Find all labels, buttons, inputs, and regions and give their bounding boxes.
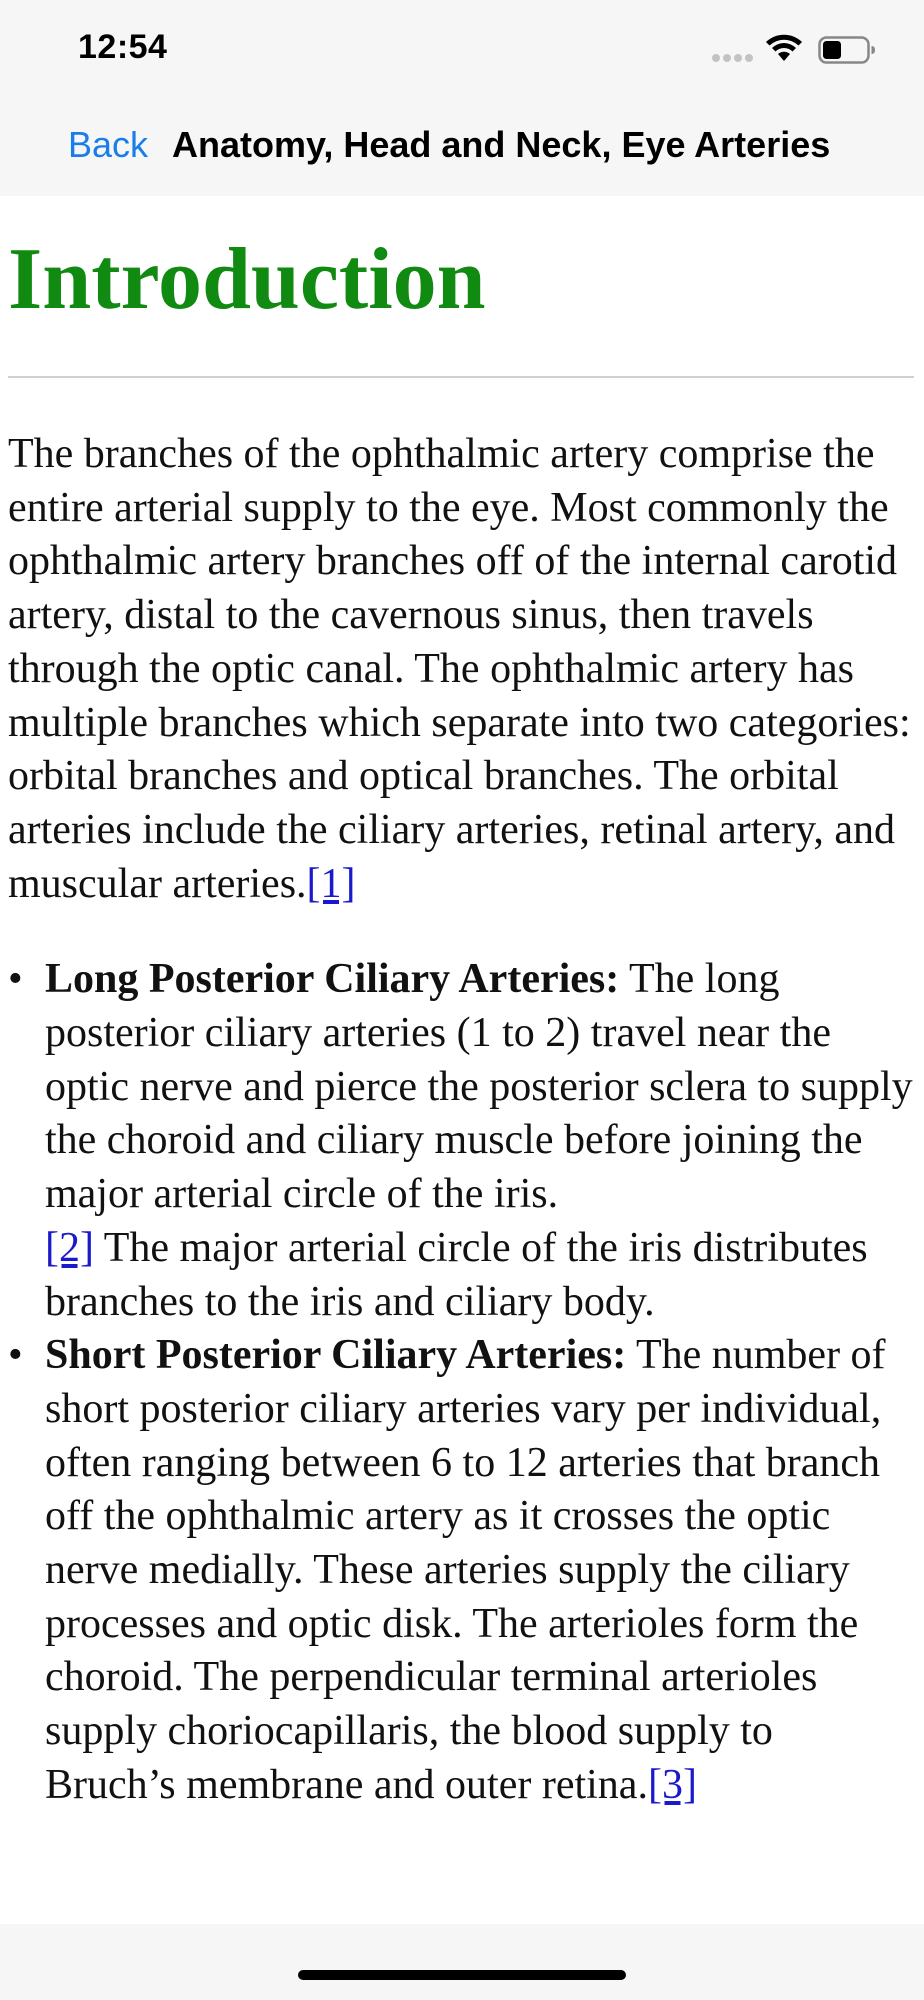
status-bar — [0, 0, 924, 98]
list-item-text: The number of short posterior ciliary arteries vary per individual, often ranging between 6 to 12 arteries that branch off the ophthalmic artery as it crosses the optic nerve medially. These arteries supply the ciliary processes and optic disk. The arterioles form the choroid. The perpendicular terminal arterioles supply choriocapillaris, the blood supply to Bruch’s membrane and outer retina. — [45, 1332, 886, 1808]
reference-link-1[interactable]: [1] — [306, 860, 356, 907]
back-button[interactable]: Back — [68, 124, 149, 165]
list-item — [8, 1329, 914, 1812]
section-heading: Introduction — [8, 231, 486, 328]
nav-title: Anatomy, Head and Neck, Eye Arteries — [172, 124, 831, 165]
branch-list — [8, 953, 914, 1812]
list-item — [8, 953, 914, 1329]
bullet-icon: • — [8, 956, 23, 1003]
reference-link-3[interactable]: [3] — [647, 1761, 697, 1808]
battery-icon — [818, 36, 876, 64]
reference-link-2[interactable]: [2] — [45, 1224, 94, 1271]
cellular-signal-icon — [712, 54, 753, 62]
intro-text: The branches of the ophthalmic artery comprise the entire arterial supply to the eye. Most commonly the ophthalmic artery branches off of the internal carotid artery, distal to the cavernous sinus, then travels through the optic canal. The ophthalmic artery has multiple branches which separate into two categories: orbital branches and optical branches. The orbital arteries include the ciliary arteries, retinal artery, and muscular arteries. — [8, 431, 911, 907]
list-item-text: The major arterial circle of the iris distributes branches to the iris and ciliary body. — [45, 1224, 868, 1325]
home-indicator-area — [0, 1924, 924, 2000]
list-item-text: The long posterior ciliary arteries (1 to 2) travel near the optic nerve and pierce the posterior sclera to supply the choroid and ciliary muscle before joining the major arterial circle of the iris. — [45, 956, 913, 1218]
article-content[interactable] — [8, 196, 914, 1924]
navigation-bar — [0, 98, 924, 196]
list-item-term: Short Posterior Ciliary Arteries: — [45, 1332, 627, 1379]
wifi-icon — [764, 34, 804, 64]
home-indicator[interactable] — [298, 1970, 626, 1980]
status-time: 12:54 — [78, 28, 168, 66]
divider — [8, 376, 914, 378]
list-item-term: Long Posterior Ciliary Arteries: — [45, 956, 620, 1003]
bullet-icon: • — [8, 1332, 23, 1379]
intro-paragraph — [8, 428, 914, 911]
